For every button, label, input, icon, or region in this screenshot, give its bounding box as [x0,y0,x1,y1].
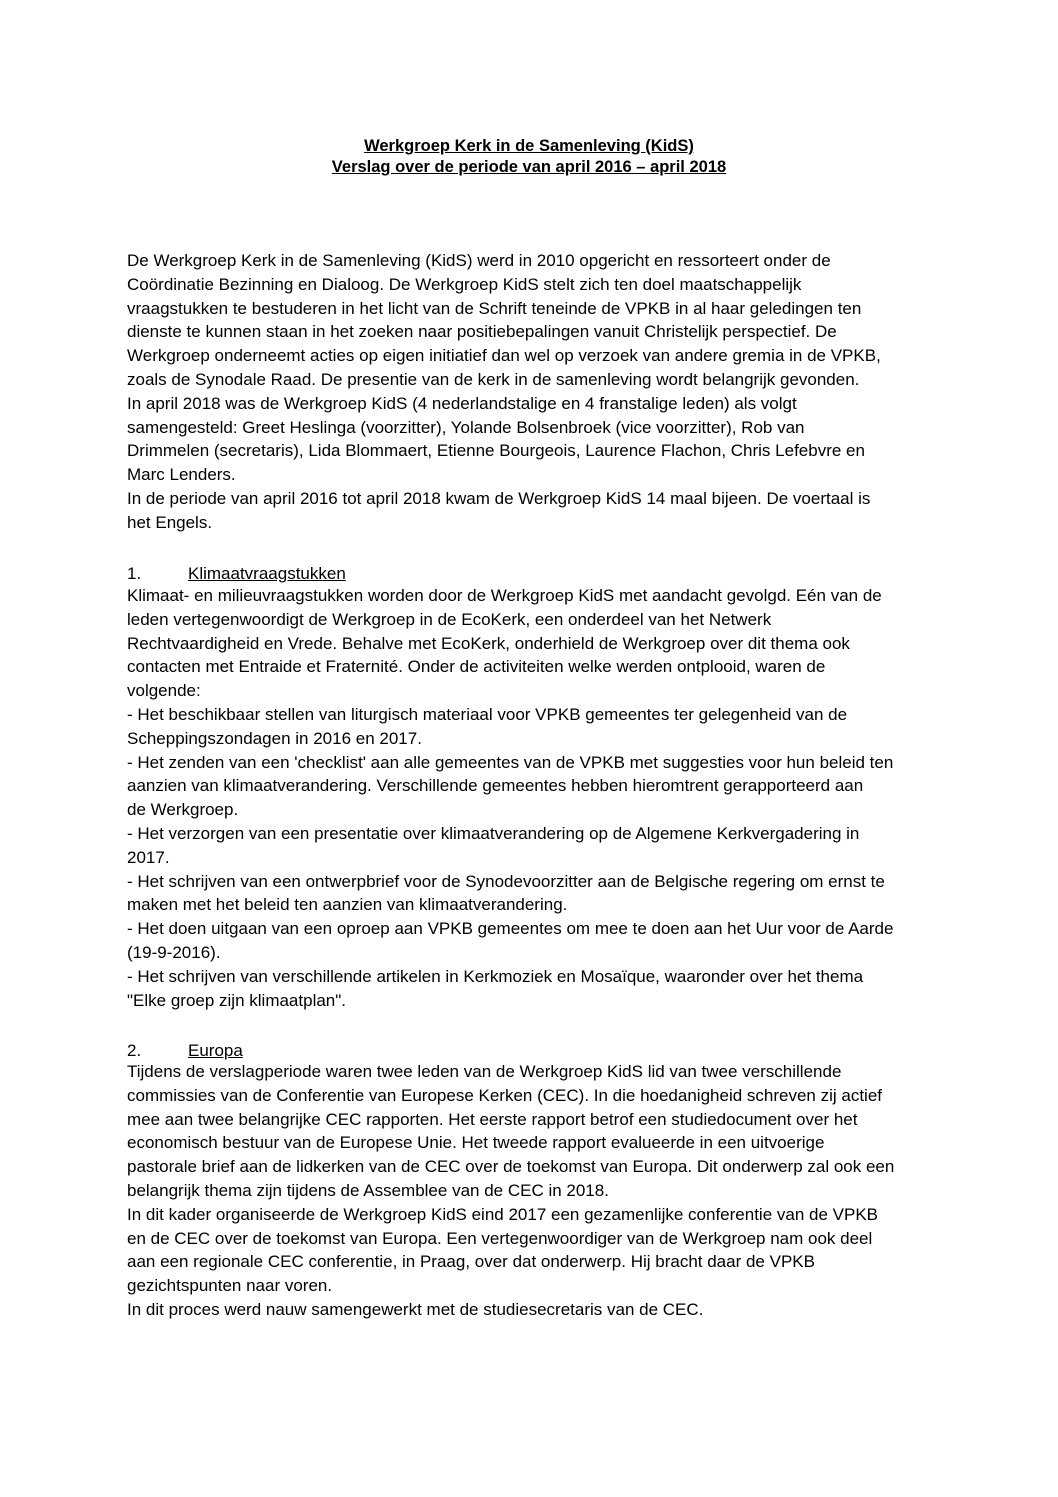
text-line: dienste te kunnen staan in het zoeken naar positiebepalingen vanuit Christelijk perspectief. De [127,322,837,342]
text-line: Drimmelen (secretaris), Lida Blommaert, Etienne Bourgeois, Laurence Flachon, Chris Lefebvre en [127,441,865,461]
text-line: - Het verzorgen van een presentatie over klimaatverandering op de Algemene Kerkvergadering in [127,823,860,843]
text-line: leden vertegenwoordigt de Werkgroep in de EcoKerk, een onderdeel van het Netwerk [127,609,772,629]
text-line: het Engels. [127,512,213,532]
text-line: - Het zenden van een 'checklist' aan alle gemeentes van de VPKB met suggesties voor hun beleid ten [127,752,894,772]
text-line: contacten met Entraide et Fraternité. Onder de activiteiten welke werden ontplooid, waren de [127,657,826,677]
section-number: 2. [127,1041,142,1060]
text-line: De Werkgroep Kerk in de Samenleving (KidS) werd in 2010 opgericht en ressorteert onder de [127,251,831,270]
text-line: volgende: [127,681,201,701]
text-line: en de CEC over de toekomst van Europa. Een vertegenwoordiger van de Werkgroep nam ook deel [127,1228,873,1248]
text-line: economisch bestuur van de Europese Unie. Het tweede rapport evalueerde in een uitvoerige [127,1133,825,1153]
text-line: de Werkgroep. [127,800,239,820]
text-line: pastorale brief aan de lidkerken van de CEC over de toekomst van Europa. Dit onderwerp zal ook een [127,1157,895,1177]
text-line: - Het schrijven van verschillende artikelen in Kerkmoziek en Mosaïque, waaronder over het thema [127,966,864,986]
text-line: Marc Lenders. [127,465,236,485]
text-line: vraagstukken te bestuderen in het licht van de Schrift teneinde de VPKB in al haar geledingen ten [127,298,862,318]
text-line: zoals de Synodale Raad. De presentie van de kerk in de samenleving wordt belangrijk gevonden. [127,369,860,389]
section-title: Klimaatvraagstukken [188,564,346,583]
text-line: Werkgroep onderneemt acties op eigen initiatief dan wel op verzoek van andere gremia in de VPKB, [127,346,881,366]
text-line: Tijdens de verslagperiode waren twee leden van de Werkgroep KidS lid van twee verschillende [127,1062,842,1081]
section-body-klimaat [127,584,937,1012]
text-line: (19-9-2016). [127,942,221,962]
text-line: - Het beschikbaar stellen van liturgisch materiaal voor VPKB gemeentes ter gelegenheid van de [127,704,848,724]
text-line: gezichtspunten naar voren. [127,1276,333,1296]
text-line: aanzien van klimaatverandering. Verschillende gemeentes hebben hieromtrent gerapporteerd aan [127,776,864,796]
text-line: Rechtvaardigheid en Vrede. Behalve met EcoKerk, onderhield de Werkgroep over dit thema ook [127,633,850,653]
text-line: samengesteld: Greet Heslinga (voorzitter), Yolande Bolsenbroek (vice voorzitter), Rob van [127,417,805,437]
text-line: In dit kader organiseerde de Werkgroep KidS eind 2017 een gezamenlijke conferentie van de VPKB [127,1204,878,1224]
text-line: commissies van de Conferentie van Europese Kerken (CEC). In die hoedanigheid schreven zij actief [127,1085,883,1105]
text-line: Coördinatie Bezinning en Dialoog. De Werkgroep KidS stelt zich ten doel maatschappelijk [127,274,802,294]
section-number: 1. [127,564,142,583]
text-line: - Het doen uitgaan van een oproep aan VPKB gemeentes om mee te doen aan het Uur voor de Aarde [127,919,894,939]
text-line: Scheppingszondagen in 2016 en 2017. [127,728,422,748]
document-title: Werkgroep Kerk in de Samenleving (KidS) [364,137,694,155]
text-line: 2017. [127,847,170,867]
text-line: Klimaat- en milieuvraagstukken worden door de Werkgroep KidS met aandacht gevolgd. Eén van de [127,586,882,605]
text-line: "Elke groep zijn klimaatplan". [127,990,347,1010]
section-body-europa [127,1060,937,1322]
text-line: maken met het beleid ten aanzien van klimaatverandering. [127,895,568,915]
text-line: aan een regionale CEC conferentie, in Praag, over dat onderwerp. Hij bracht daar de VPKB [127,1252,815,1272]
intro-paragraph [127,249,937,535]
text-line: In dit proces werd nauw samengewerkt met de studiesecretaris van de CEC. [127,1299,704,1319]
text-line: In april 2018 was de Werkgroep KidS (4 nederlandstalige en 4 franstalige leden) als volgt [127,393,797,413]
text-line: - Het schrijven van een ontwerpbrief voor de Synodevoorzitter aan de Belgische regering om ernst te [127,871,885,891]
document-subtitle: Verslag over de periode van april 2016 – april 2018 [331,158,727,176]
text-line: In de periode van april 2016 tot april 2018 kwam de Werkgroep KidS 14 maal bijeen. De voertaal is [127,488,871,508]
text-line: belangrijk thema zijn tijdens de Assemblee van de CEC in 2018. [127,1180,609,1200]
section-heading-klimaat [127,562,937,586]
section-title: Europa [188,1041,243,1060]
text-line: mee aan twee belangrijke CEC rapporten. Het eerste rapport betrof een studiedocument over het [127,1109,858,1129]
